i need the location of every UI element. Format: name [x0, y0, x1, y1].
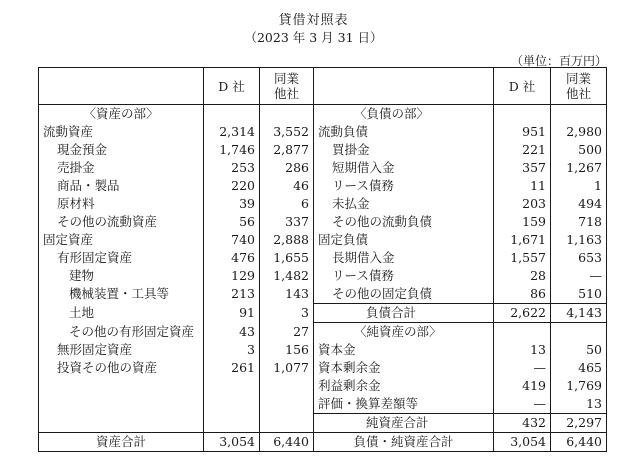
table-row: [39, 359, 607, 377]
table-row: [39, 249, 607, 267]
table-row: [39, 395, 607, 414]
balance-sheet-table: [38, 67, 607, 452]
row-value-d: 357: [494, 159, 551, 177]
row-value-d: 1,557: [494, 249, 551, 267]
liabilities-net-assets-total-d: 3,054: [494, 433, 551, 452]
row-value-d: 28: [494, 267, 551, 285]
row-label: 機械装置・工具等: [39, 285, 204, 304]
row-label: 無形固定資産: [39, 341, 204, 359]
liabilities-net-assets-total-label: 負債・純資産合計: [314, 433, 494, 452]
table-row: [39, 377, 607, 395]
liabilities-net-assets-total-peer: 6,440: [551, 433, 607, 452]
row-label: 長期借入金: [314, 249, 494, 267]
row-value-peer: 50: [551, 341, 607, 359]
document-title: 貸借対照表: [278, 13, 349, 28]
row-value-peer: 1,163: [551, 231, 607, 249]
table-row: [39, 123, 607, 141]
row-value-d: 213: [204, 285, 260, 304]
row-label: 投資その他の資産: [39, 359, 204, 377]
row-value-peer: 1,655: [260, 249, 314, 267]
row-value-d: 220: [204, 177, 260, 195]
row-label: 建物: [39, 267, 204, 285]
table-row: [39, 341, 607, 359]
row-value-d: 3: [204, 341, 260, 359]
header-peer-line1: 同業: [273, 71, 299, 86]
row-value-peer: 510: [551, 285, 607, 304]
row-label: 未払金: [314, 195, 494, 213]
row-value-peer: 3,552: [260, 123, 314, 141]
header-d-company-right: D 社: [494, 68, 551, 105]
table-row: [39, 304, 607, 323]
header-blank-right: [314, 68, 494, 105]
header-peer-left: [260, 68, 314, 105]
row-value-d: 159: [494, 213, 551, 231]
document-date: （2023 年 3 月 31 日）: [244, 30, 383, 45]
row-value-peer: 3: [260, 304, 314, 323]
row-label: 固定負債: [314, 231, 494, 249]
row-label: 売掛金: [39, 159, 204, 177]
row-value-peer: 27: [260, 323, 314, 342]
table-row: [39, 177, 607, 195]
row-value-peer: 2,980: [551, 123, 607, 141]
row-value-d: 43: [204, 323, 260, 342]
row-value-peer: 13: [551, 395, 607, 414]
header-peer-line2: 他社: [565, 86, 591, 101]
row-value-peer: 1: [551, 177, 607, 195]
row-label: 流動負債: [314, 123, 494, 141]
row-label: 短期借入金: [314, 159, 494, 177]
table-row: [39, 141, 607, 159]
row-value-d: 91: [204, 304, 260, 323]
row-value-d: —: [494, 395, 551, 414]
row-value-peer: 286: [260, 159, 314, 177]
header-d-company-left: D 社: [204, 68, 260, 105]
table-header-row: [39, 68, 607, 105]
assets-total-d: 3,054: [204, 433, 260, 452]
row-value-d: 2,314: [204, 123, 260, 141]
row-label: 商品・製品: [39, 177, 204, 195]
row-value-d: 56: [204, 213, 260, 231]
row-value-peer: 500: [551, 141, 607, 159]
row-value-d: 740: [204, 231, 260, 249]
liabilities-section-label: 〈負債の部〉: [314, 105, 494, 124]
row-value-peer: 2,877: [260, 141, 314, 159]
row-value-d: 13: [494, 341, 551, 359]
row-value-d: 1,746: [204, 141, 260, 159]
row-value-d: —: [494, 359, 551, 377]
assets-section-label: 〈資産の部〉: [39, 105, 204, 124]
assets-total-peer: 6,440: [260, 433, 314, 452]
header-peer-line2: 他社: [273, 86, 299, 101]
row-label: リース債務: [314, 177, 494, 195]
header-blank-left: [39, 68, 204, 105]
row-label: リース債務: [314, 267, 494, 285]
row-value-peer: 143: [260, 285, 314, 304]
row-label: その他の有形固定資産: [39, 323, 204, 342]
row-label: その他の流動負債: [314, 213, 494, 231]
row-label: 流動資産: [39, 123, 204, 141]
unit-note: （単位：百万円）: [510, 54, 607, 68]
row-value-d: 261: [204, 359, 260, 377]
row-label: 固定資産: [39, 231, 204, 249]
table-row: [39, 231, 607, 249]
table-row: [39, 267, 607, 285]
liabilities-total-label: 負債合計: [314, 304, 494, 323]
row-value-d: 1,671: [494, 231, 551, 249]
row-label: 有形固定資産: [39, 249, 204, 267]
row-value-peer: 337: [260, 213, 314, 231]
table-row: [39, 285, 607, 304]
header-peer-right: [551, 68, 607, 105]
row-label: 資本剰余金: [314, 359, 494, 377]
row-value-d: 253: [204, 159, 260, 177]
row-value-peer: 1,077: [260, 359, 314, 377]
row-value-peer: 1,769: [551, 377, 607, 395]
row-value-d: 419: [494, 377, 551, 395]
row-label: 利益剰余金: [314, 377, 494, 395]
row-value-peer: 2,888: [260, 231, 314, 249]
row-label: その他の流動資産: [39, 213, 204, 231]
row-value-d: 951: [494, 123, 551, 141]
row-value-peer: —: [551, 267, 607, 285]
row-label: 原材料: [39, 195, 204, 213]
grand-total-row: [39, 433, 607, 452]
table-row: [39, 195, 607, 213]
row-label: 買掛金: [314, 141, 494, 159]
row-value-peer: 6: [260, 195, 314, 213]
net-assets-total-label: 純資産合計: [314, 414, 494, 433]
net-assets-total-peer: 2,297: [551, 414, 607, 433]
row-value-peer: 156: [260, 341, 314, 359]
row-label: 評価・換算差額等: [314, 395, 494, 414]
row-value-d: 11: [494, 177, 551, 195]
row-label: 土地: [39, 304, 204, 323]
row-value-d: 86: [494, 285, 551, 304]
row-value-peer: 1,482: [260, 267, 314, 285]
header-peer-line1: 同業: [565, 71, 591, 86]
row-value-d: 476: [204, 249, 260, 267]
row-value-peer: 1,267: [551, 159, 607, 177]
row-value-peer: 718: [551, 213, 607, 231]
net-assets-section-label: 〈純資産の部〉: [314, 323, 494, 342]
liabilities-total-d: 2,622: [494, 304, 551, 323]
row-value-peer: 46: [260, 177, 314, 195]
row-value-d: 129: [204, 267, 260, 285]
row-value-d: 203: [494, 195, 551, 213]
row-value-d: 39: [204, 195, 260, 213]
row-label: 資本金: [314, 341, 494, 359]
row-label: その他の固定負債: [314, 285, 494, 304]
row-value-peer: 653: [551, 249, 607, 267]
table-row: [39, 213, 607, 231]
table-row: [39, 323, 607, 342]
section-row: [39, 105, 607, 124]
row-value-d: 221: [494, 141, 551, 159]
assets-total-label: 資産合計: [39, 433, 204, 452]
table-row: [39, 159, 607, 177]
row-value-peer: 494: [551, 195, 607, 213]
net-assets-total-d: 432: [494, 414, 551, 433]
table-row: [39, 414, 607, 433]
row-label: 現金預金: [39, 141, 204, 159]
row-value-peer: 465: [551, 359, 607, 377]
liabilities-total-peer: 4,143: [551, 304, 607, 323]
